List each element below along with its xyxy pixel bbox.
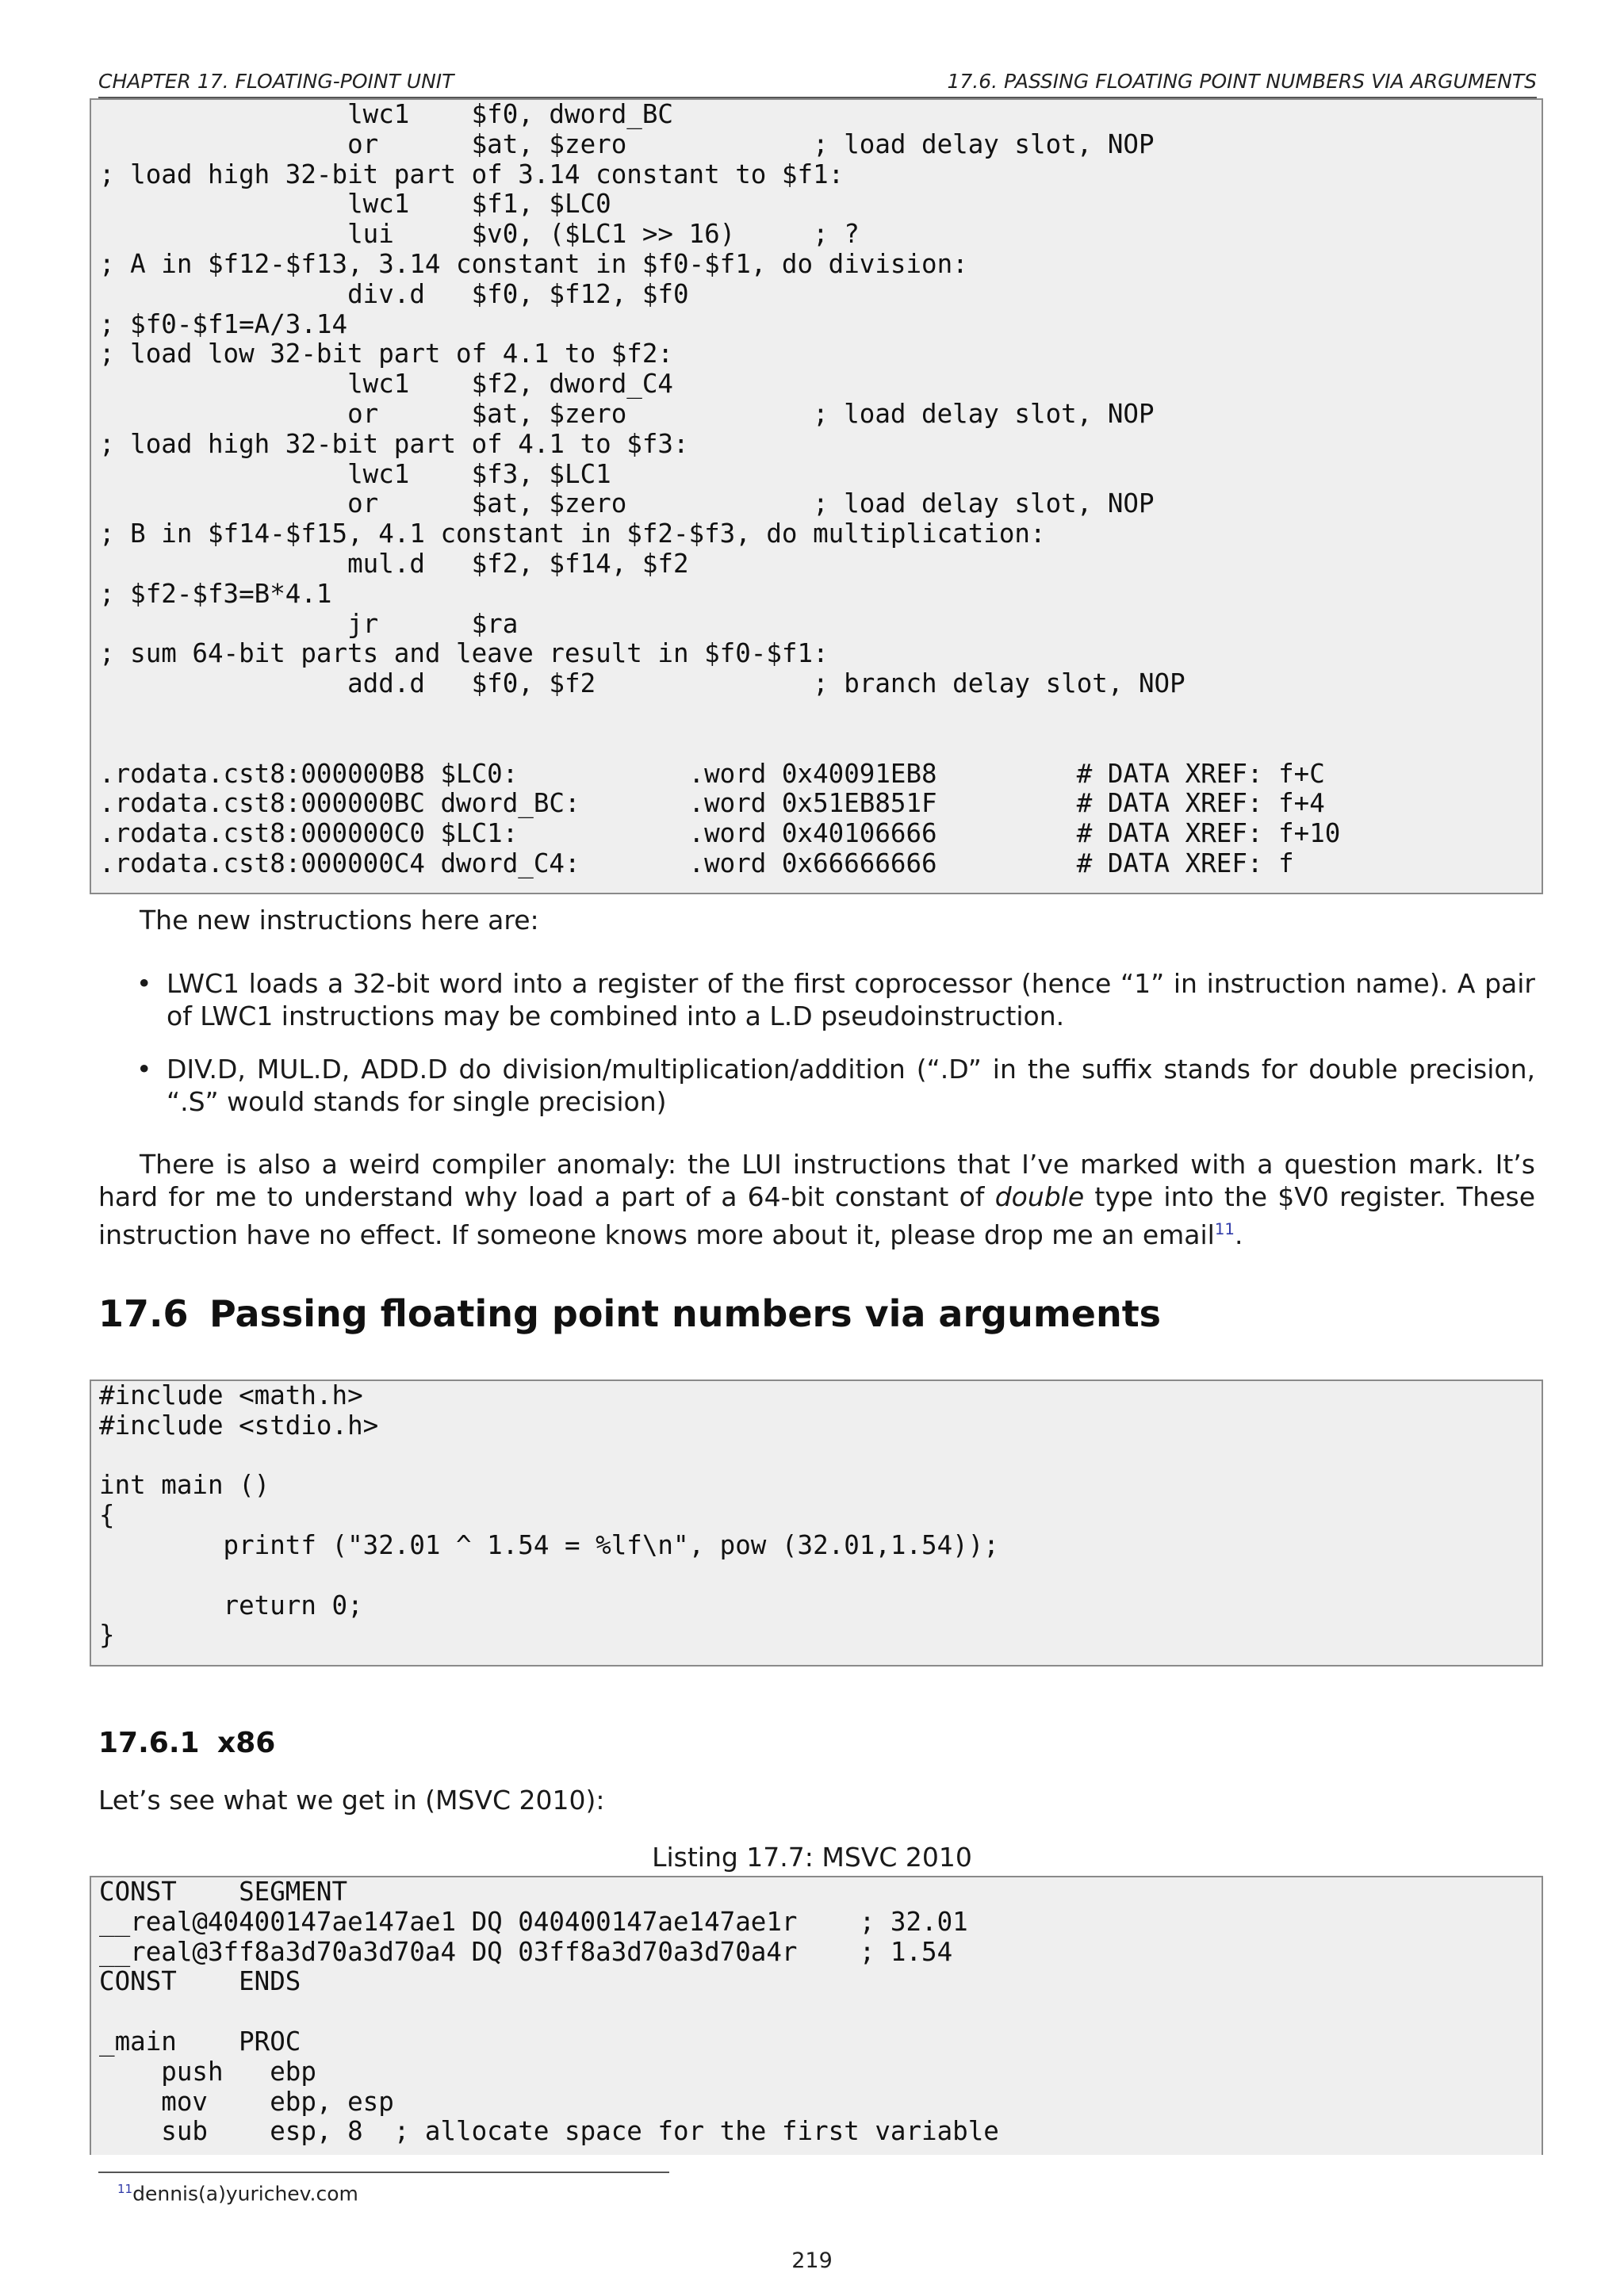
bullet-item-arith (98, 1053, 1535, 1118)
mips-code-text: lwc1 $f0, dword_BC or $at, $zero ; load delay slot, NOP ; load high 32-bit part of 3.14 constant to $f1: lwc1 $f1, $LC0 lui $v0, ($LC1 >> 16) ; ? ; A in $f12-$f13, 3.14 constant in $f0-$f1, do division: div.d $f0, $f12, $f0 ; $f0-$f1=A/3.14 ; load low 32-bit part of 4.1 to $f2: lwc1 $f2, dword_C4 or $at, $zero ; load delay slot, NOP ; load high 32-bit part of 4.1 to $f3: lwc1 $f3, $LC1 or $at, $zero ; load delay slot, NOP ; B in $f14-$f15, 4.1 constant in $f2-$f3, do multiplication: mul.d $f2, $f14, $f2 ; $f2-$f3=B*4.1 jr $ra ; sum 64-bit parts and leave result in $f0-$f1: add.d $f0, $f2 ; branch delay slot, NOP .rodata.cst8:000000B8 $LC0: .word 0x40091EB8 # DATA XREF: f+C .rodata.cst8:000000BC dword_BC: .word 0x51EB851F # DATA XREF: f+4 .rodata.cst8:000000C0 $LC1: .word 0x40106666 # DATA XREF: f+10 .rodata.cst8:000000C4 dword_C4: .word 0x66666666 # DATA XREF: f (99, 100, 1341, 878)
bullet-dot-icon: • (136, 1054, 152, 1085)
bullet-text-lwc1: LWC1 loads a 32-bit word into a register of the first coprocessor (hence “1” in instruction name). A pair of LWC1 instructions may be combined into a L.D pseudoinstruction. (167, 968, 1535, 1031)
footnote-number: 11 (117, 2182, 133, 2196)
msvc-intro-paragraph: Let’s see what we get in (MSVC 2010): (98, 1785, 605, 1816)
mips-code-listing (90, 98, 1543, 894)
footnote-text: dennis(a)yurichev.com (132, 2182, 358, 2206)
anomaly-text-1: There is also a weird compiler anomaly: the LUI instructions that I’ve marked with a question mark. It’s hard for me to understand why load a part of a 64-bit constant of (98, 1149, 1535, 1212)
header-section: 17.6. PASSING FLOATING POINT NUMBERS VIA ARGUMENTS (947, 70, 1537, 93)
footnote (117, 2182, 358, 2205)
subsection-number: 17.6.1 (98, 1727, 200, 1759)
section-heading (98, 1292, 1161, 1335)
footnote-reference-link[interactable]: 11 (1214, 1220, 1235, 1238)
subsection-title: x86 (217, 1727, 276, 1759)
intro-paragraph: The new instructions here are: (140, 905, 539, 936)
header-chapter: CHAPTER 17. FLOATING-POINT UNIT (98, 70, 454, 93)
msvc-code-listing (90, 1876, 1543, 2155)
bullet-item-lwc1 (98, 967, 1535, 1032)
section-title: Passing floating point numbers via arguments (209, 1292, 1162, 1335)
instruction-bullet-list (98, 967, 1535, 1138)
anomaly-paragraph (98, 1148, 1535, 1251)
bullet-text-arith: DIV.D, MUL.D, ADD.D do division/multiplication/addition (“.D” in the suffix stands for double precision, “.S” would stands for single precision) (167, 1054, 1535, 1117)
anomaly-text-2: type into the $V0 register. These instruction have no effect. If someone knows more about it, please drop me an email (98, 1181, 1535, 1250)
c-code-text: #include <math.h> #include <stdio.h> int main () { printf ("32.01 ^ 1.54 = %lf\n", pow (32.01,1.54)); return 0; } (99, 1381, 999, 1651)
c-code-listing (90, 1380, 1543, 1667)
anomaly-emphasis: double (994, 1181, 1085, 1212)
anomaly-text-end: . (1235, 1219, 1243, 1250)
listing-caption: Listing 17.7: MSVC 2010 (652, 1842, 972, 1873)
bullet-dot-icon: • (136, 968, 152, 999)
subsection-heading (98, 1727, 275, 1759)
running-header (98, 70, 1537, 98)
msvc-code-text: CONST SEGMENT __real@40400147ae147ae1 DQ 040400147ae147ae1r ; 32.01 __real@3ff8a3d70a3d70a4 DQ 03ff8a3d70a3d70a4r ; 1.54 CONST ENDS _main PROC push ebp mov ebp, esp sub esp, 8 ; allocate space for the first variable (99, 1877, 999, 2147)
footnote-divider (98, 2172, 669, 2173)
section-number: 17.6 (98, 1292, 189, 1335)
page-number: 219 (791, 2248, 833, 2273)
